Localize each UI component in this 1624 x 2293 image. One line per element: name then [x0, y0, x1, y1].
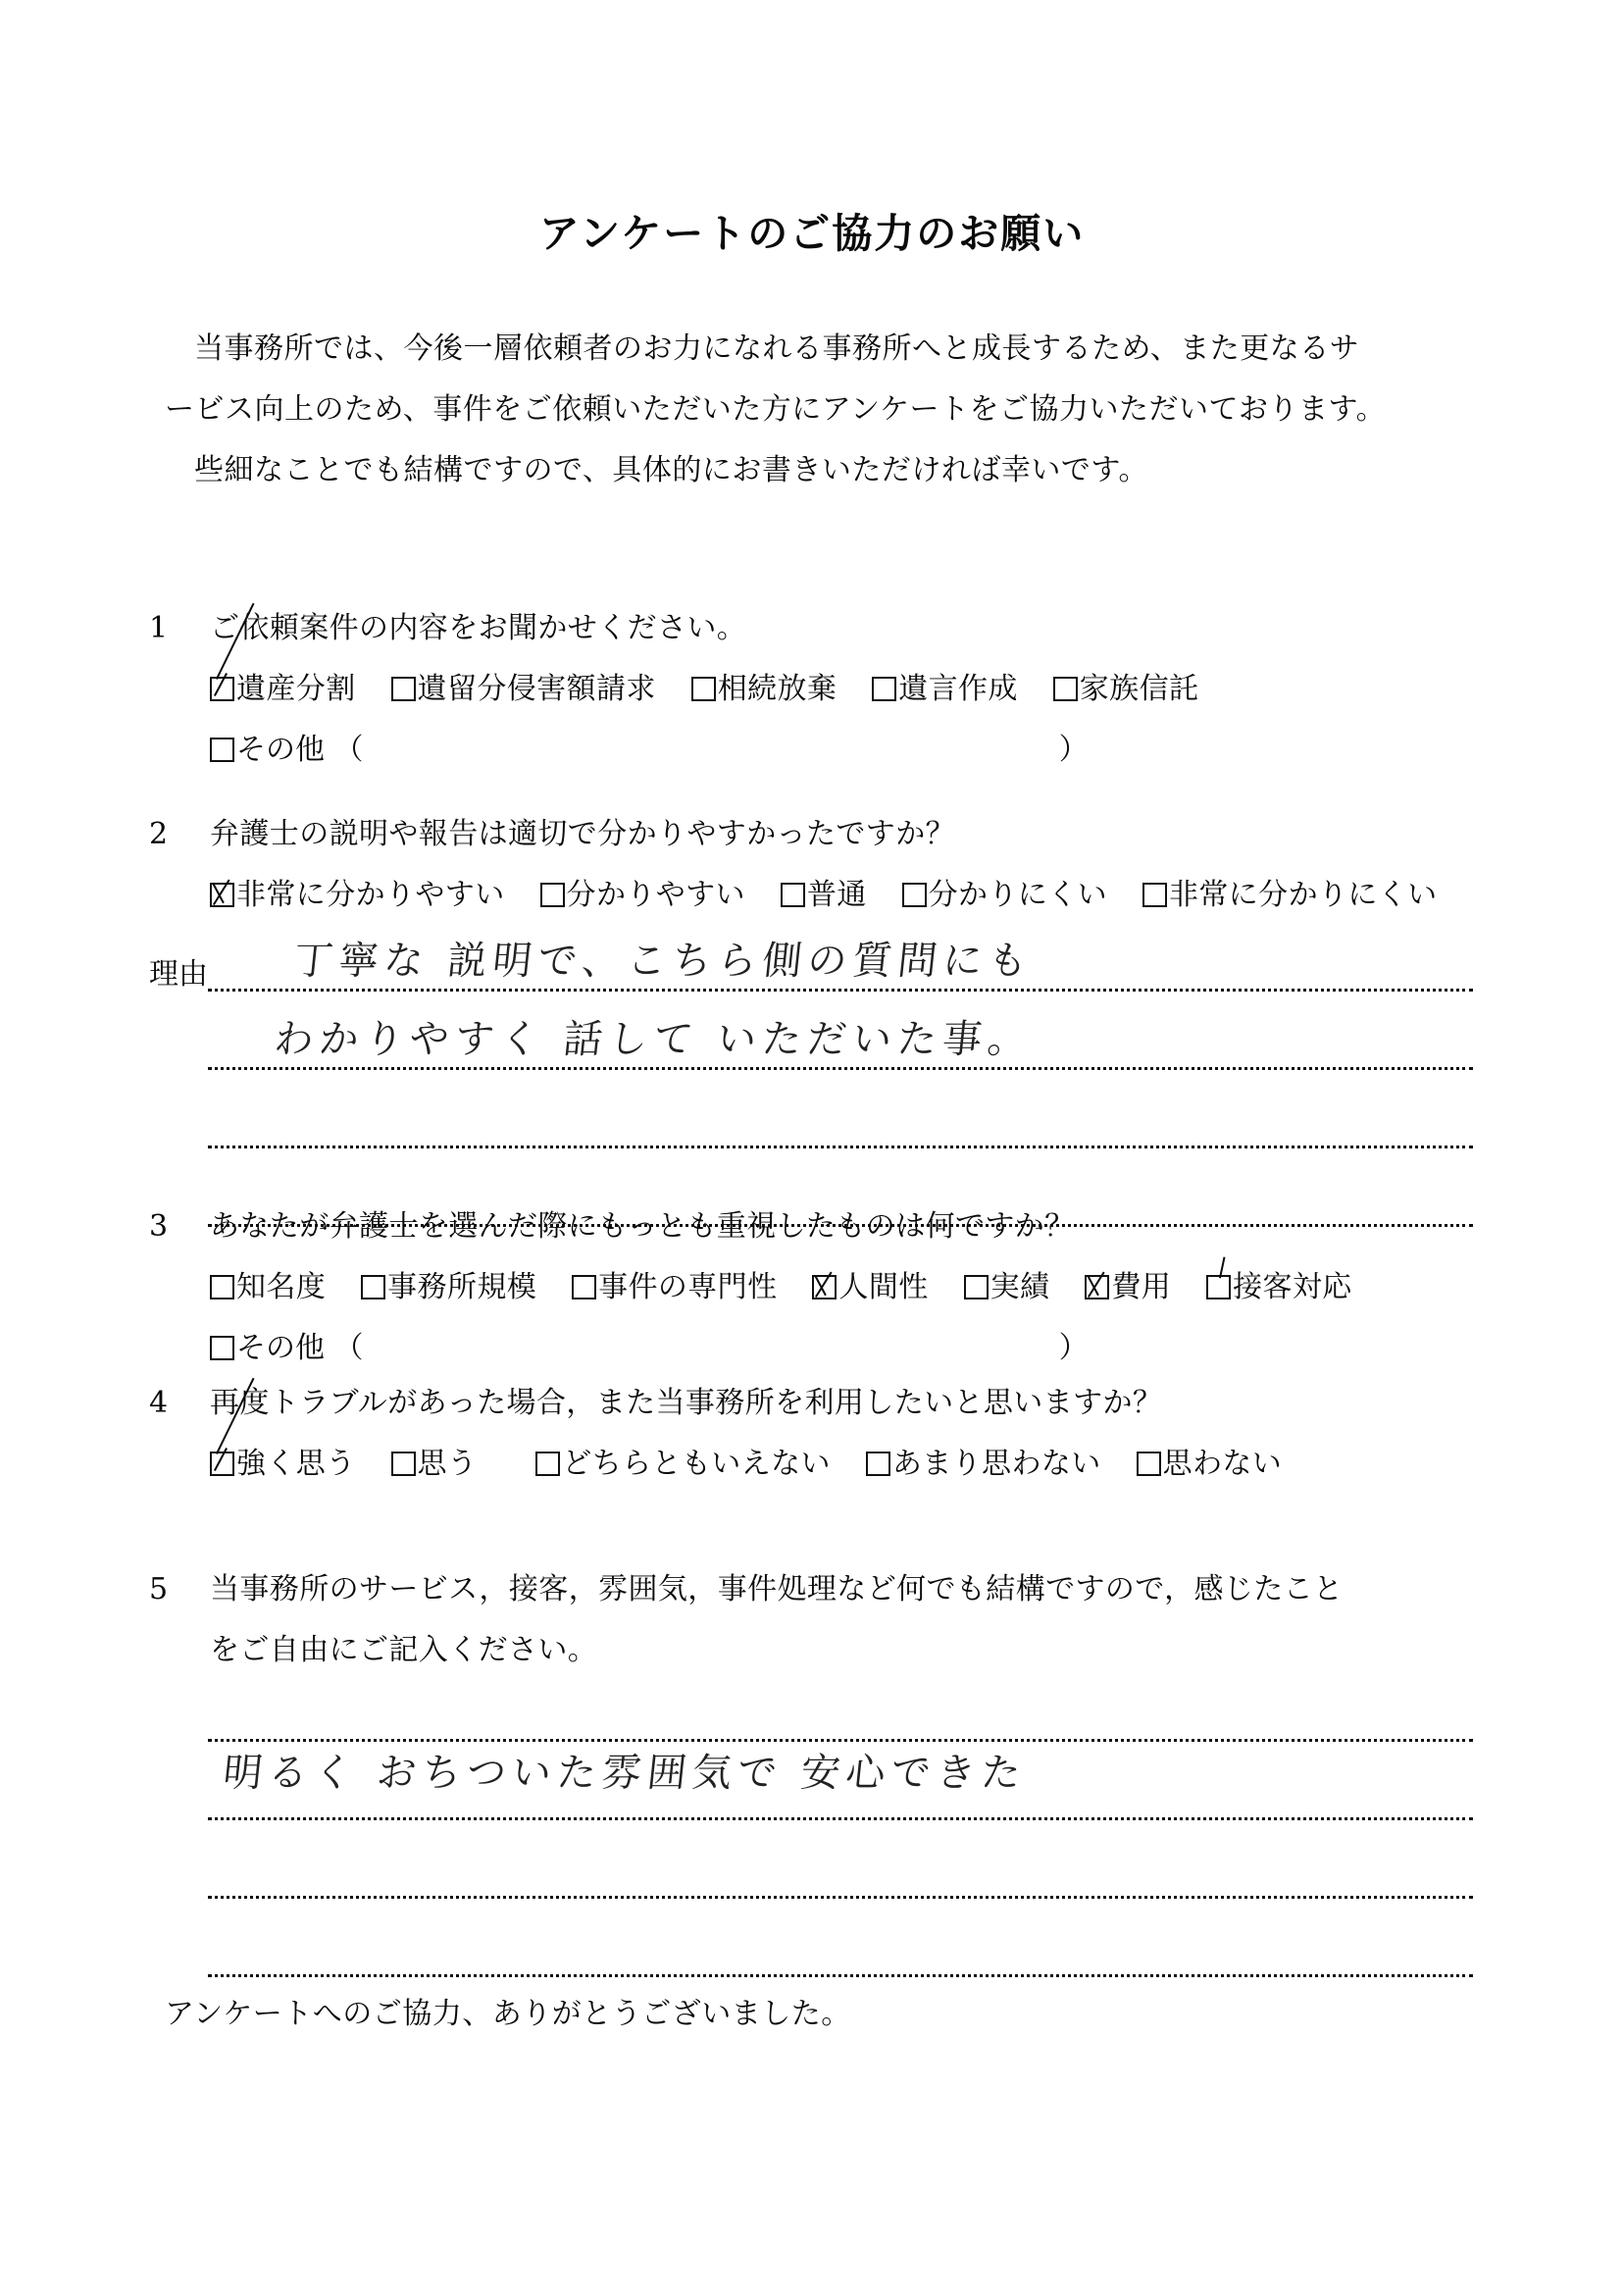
handwriting-q2-line-2: わかりやすく 話して いただいた事。 — [272, 1017, 1036, 1062]
question-5-text-line2: をご自由にご記入ください。 — [210, 1633, 598, 1667]
checkbox-checked-icon[interactable] — [210, 677, 234, 701]
option-iryubun[interactable] — [391, 659, 656, 720]
checkbox-checked-icon[interactable] — [210, 883, 234, 907]
question-1-other-row — [210, 720, 1198, 781]
option-hiyo[interactable] — [1085, 1257, 1171, 1318]
option-souzokuhouki[interactable] — [691, 659, 837, 720]
handwriting-q2-line-1: 丁寧な 説明で、こちら側の質問にも — [291, 939, 1036, 984]
question-1 — [149, 598, 1198, 781]
question-2-number: 2 — [149, 817, 169, 851]
checkbox-icon[interactable] — [1142, 883, 1167, 907]
checkbox-icon[interactable] — [210, 1336, 234, 1360]
checkbox-icon[interactable] — [964, 1275, 989, 1299]
option-yuigon[interactable] — [872, 659, 1018, 720]
reason-label: 理由 — [149, 957, 208, 992]
paren-close: ） — [1058, 733, 1089, 767]
option-amari-omowanai[interactable] — [866, 1434, 1101, 1495]
checkbox-icon[interactable] — [391, 1452, 416, 1476]
option-label: 遺留分侵害額請求 — [417, 672, 656, 706]
option-kazokushintaku[interactable] — [1053, 659, 1199, 720]
option-wakarinikui[interactable] — [902, 865, 1107, 926]
option-label: 家族信託 — [1079, 672, 1199, 706]
option-sonota[interactable] — [210, 720, 325, 781]
checkbox-icon[interactable] — [572, 1275, 596, 1299]
question-3-text: あなたが弁護士を選んだ際にもっとも重視したものは何ですか？ — [210, 1209, 1075, 1244]
option-senmonsei[interactable] — [572, 1257, 777, 1318]
checkbox-icon[interactable] — [872, 677, 896, 701]
question-3-options — [210, 1257, 1352, 1318]
option-label: 遺言作成 — [898, 672, 1018, 706]
option-omowanai[interactable] — [1137, 1434, 1283, 1495]
question-2 — [149, 804, 1438, 926]
option-hijo-ni-wakarinikui[interactable] — [1142, 865, 1438, 926]
option-hijo-ni-wakariyasui[interactable] — [210, 865, 505, 926]
option-dochiratomo-ienai[interactable] — [535, 1434, 831, 1495]
option-label: あまり思わない — [891, 1447, 1101, 1481]
option-sonota[interactable] — [210, 1318, 325, 1379]
paren-close: ） — [1058, 1331, 1089, 1365]
option-label: 接客対応 — [1233, 1270, 1352, 1304]
option-label: 思う — [417, 1447, 478, 1481]
question-1-options — [210, 659, 1198, 720]
page-title: アンケートのご協力のお願い — [538, 210, 1086, 257]
option-jisseki[interactable] — [964, 1257, 1050, 1318]
option-chimeido[interactable] — [210, 1257, 326, 1318]
question-5-text: 当事務所のサービス，接客，雰囲気，事件処理など何でも結構ですので，感じたこと — [210, 1572, 1344, 1606]
question-4 — [149, 1373, 1282, 1495]
question-1-text: ご依頼案件の内容をお聞かせください。 — [210, 611, 747, 645]
option-label: 普通 — [806, 878, 867, 912]
option-isanbunkatsu[interactable] — [210, 659, 356, 720]
checkbox-icon[interactable] — [866, 1452, 890, 1476]
checkbox-checked-icon[interactable] — [210, 1452, 234, 1476]
option-label: 思わない — [1162, 1447, 1283, 1481]
option-label: 相続放棄 — [717, 672, 837, 706]
closing-text: アンケートへのご協力、ありがとうございました。 — [165, 1997, 851, 2031]
intro-paragraph — [165, 319, 1469, 501]
checkbox-icon[interactable] — [391, 677, 416, 701]
checkbox-icon[interactable] — [535, 1452, 560, 1476]
intro-line-1: 当事務所では、今後一層依頼者のお力になれる事務所へと成長するため、また更なるサ — [194, 331, 1360, 366]
answer-line[interactable] — [208, 1146, 1473, 1148]
answer-line[interactable] — [208, 1067, 1473, 1070]
checkbox-checked-icon[interactable] — [812, 1275, 837, 1299]
checkbox-checked-icon[interactable] — [1085, 1275, 1109, 1299]
checkbox-icon[interactable] — [691, 677, 716, 701]
option-label: 強く思う — [236, 1447, 356, 1481]
option-label: 人間性 — [838, 1270, 929, 1304]
option-label: 分かりやすい — [566, 878, 745, 912]
question-1-number: 1 — [149, 611, 169, 645]
option-label: 事務所規模 — [387, 1270, 537, 1304]
checkbox-icon[interactable] — [540, 883, 565, 907]
answer-line[interactable] — [208, 1817, 1473, 1820]
option-ningensei[interactable] — [812, 1257, 928, 1318]
paren-open: （ — [333, 733, 364, 767]
option-label: 費用 — [1111, 1270, 1172, 1304]
answer-line[interactable] — [208, 989, 1473, 992]
option-label: どちらともいえない — [562, 1447, 831, 1481]
option-label: 非常に分かりやすい — [236, 878, 505, 912]
option-label: その他 — [236, 733, 325, 767]
option-label: 遺産分割 — [236, 672, 356, 706]
option-label: 事件の専門性 — [598, 1270, 778, 1304]
question-3-other-row — [210, 1318, 1352, 1379]
checkbox-icon[interactable] — [1053, 677, 1078, 701]
checkbox-icon[interactable] — [210, 1275, 234, 1299]
question-4-text: 再度トラブルがあった場合，また当事務所を利用したいと思いますか？ — [210, 1386, 1163, 1420]
option-jimushokibo[interactable] — [361, 1257, 536, 1318]
question-5-number: 5 — [149, 1572, 169, 1606]
question-3 — [149, 1197, 1352, 1379]
question-3-number: 3 — [149, 1209, 169, 1244]
checkbox-icon[interactable] — [781, 883, 805, 907]
option-label: 非常に分かりにくい — [1168, 878, 1438, 912]
question-4-options — [210, 1434, 1282, 1495]
option-omou[interactable] — [391, 1434, 478, 1495]
option-label: 知名度 — [236, 1270, 327, 1304]
intro-line-3: 些細なことでも結構ですので、具体的にお書きいただければ幸いです。 — [194, 453, 1148, 487]
question-5 — [149, 1559, 1344, 1681]
option-tsuyoku-omou[interactable] — [210, 1434, 356, 1495]
option-label: 分かりにくい — [928, 878, 1108, 912]
checkbox-icon[interactable] — [1137, 1452, 1161, 1476]
option-wakariyasui[interactable] — [540, 865, 745, 926]
checkbox-icon[interactable] — [902, 883, 927, 907]
option-label: その他 — [236, 1331, 325, 1365]
handwriting-q5-line-1: 明るく おちついた雰囲気で 安心できた — [221, 1751, 1030, 1796]
checkbox-icon[interactable] — [210, 738, 234, 762]
question-4-number: 4 — [149, 1386, 169, 1420]
question-2-text: 弁護士の説明や報告は適切で分かりやすかったですか？ — [210, 817, 955, 851]
option-futsu[interactable] — [781, 865, 867, 926]
paren-open: （ — [333, 1331, 364, 1365]
checkbox-checked-icon[interactable] — [1206, 1275, 1231, 1299]
option-label: 実績 — [990, 1270, 1050, 1304]
question-2-options — [210, 865, 1438, 926]
answer-line[interactable] — [208, 1896, 1473, 1899]
checkbox-icon[interactable] — [361, 1275, 385, 1299]
option-sekkyakutaio[interactable] — [1206, 1257, 1352, 1318]
intro-line-2: ービス向上のため、事件をご依頼いただいた方にアンケートをご協力いただいております。 — [165, 392, 1387, 427]
answer-line[interactable] — [208, 1974, 1473, 1977]
